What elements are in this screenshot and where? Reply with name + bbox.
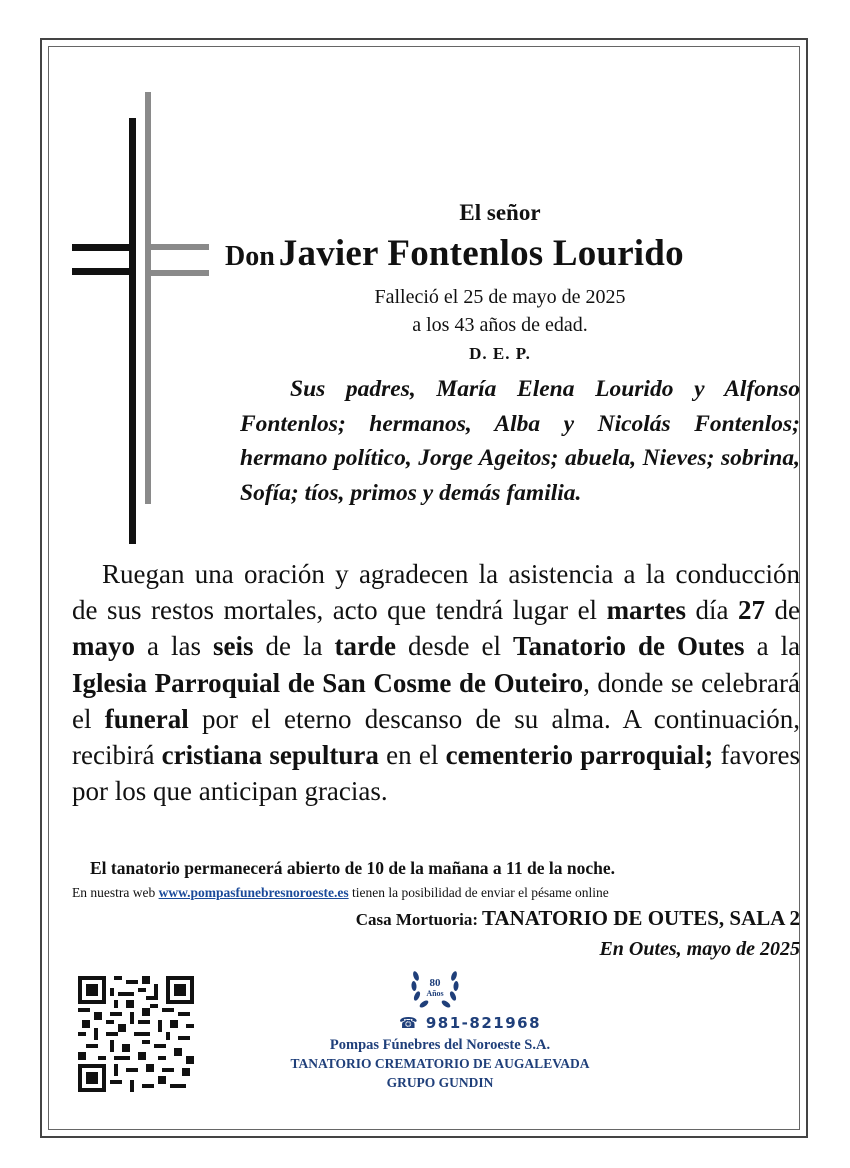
group-name: GRUPO GUNDIN: [386, 1075, 494, 1090]
crematorio-name: TANATORIO CREMATORIO DE AUGALEVADA: [290, 1056, 590, 1071]
bold-segment: mayo: [72, 631, 135, 662]
bold-segment: seis: [213, 631, 254, 662]
web-prefix: En nuestra web: [72, 885, 156, 900]
bold-segment: cementerio parroquial;: [445, 740, 714, 771]
phone-line[interactable]: [300, 1014, 640, 1032]
text-segment: día: [695, 595, 729, 626]
phone-icon: ☎: [398, 1014, 420, 1032]
casa-mortuoria: [280, 906, 800, 931]
dep-line: D. E. P.: [469, 344, 531, 363]
place-date: En Outes, mayo de 2025: [599, 938, 800, 960]
text-segment: desde el: [408, 631, 501, 662]
text-segment: a la: [756, 631, 801, 662]
web-suffix: tienen la posibilidad de enviar el pésame online: [352, 885, 609, 900]
bold-segment: tarde: [334, 631, 397, 662]
company-name: Pompas Fúnebres del Noroeste S.A.: [329, 1037, 551, 1053]
text-segment: , donde se celebrará el: [72, 667, 800, 734]
text-segment: a las: [147, 631, 201, 662]
death-date: Falleció el 25 de mayo de 2025: [374, 286, 626, 308]
bold-segment: funeral: [104, 703, 189, 734]
cross-icon: [72, 92, 212, 544]
badge-number: 80: [429, 977, 441, 989]
phone-number: 981-821968: [425, 1014, 542, 1032]
age-line: a los 43 años de edad.: [412, 314, 588, 336]
name-prefix: Don: [225, 241, 275, 272]
laurel-badge-icon: [408, 962, 462, 1012]
text-segment: Ruegan una oración y agradecen la asistencia a la conducción de sus restos mortales, acto que tendrá lugar el: [72, 559, 800, 626]
website-link[interactable]: www.pompasfunebresnoroeste.es: [158, 885, 349, 900]
text-segment: por el eterno descanso de su alma. A continuación, recibirá: [72, 703, 800, 771]
bold-segment: 27: [738, 595, 766, 626]
web-notice: [72, 885, 772, 901]
deceased-name: Javier Fontenlos Lourido: [278, 233, 684, 274]
bold-segment: Tanatorio de Outes: [513, 631, 745, 662]
qr-code-icon[interactable]: [78, 976, 194, 1092]
bold-segment: Iglesia Parroquial de San Cosme de Outeiro: [72, 667, 584, 698]
family-paragraph: Sus padres, María Elena Lourido y Alfonso Fontenlos; hermanos, Alba y Nicolás Fontenlos; hermano político, Jorge Ageitos; abuela, Nieves; sobrina, Sofía; tíos, primos y demás familia.: [240, 376, 800, 506]
text-segment: de la: [265, 631, 323, 662]
bold-segment: martes: [606, 595, 687, 626]
casa-value: TANATORIO DE OUTES, SALA 2: [482, 906, 800, 930]
text-segment: de: [774, 595, 801, 626]
text-segment: en el: [386, 740, 439, 771]
deceased-name-line: [225, 232, 795, 275]
text-segment: favores por los que anticipan gracias.: [72, 740, 800, 807]
badge-text: Años: [426, 989, 444, 998]
bold-segment: cristiana sepultura: [161, 740, 379, 771]
opening-hours: El tanatorio permanecerá abierto de 10 de la mañana a 11 de la noche.: [90, 858, 615, 878]
ceremony-paragraph: [72, 556, 800, 809]
title-line: El señor: [459, 200, 541, 225]
casa-label: Casa Mortuoria:: [355, 910, 478, 929]
